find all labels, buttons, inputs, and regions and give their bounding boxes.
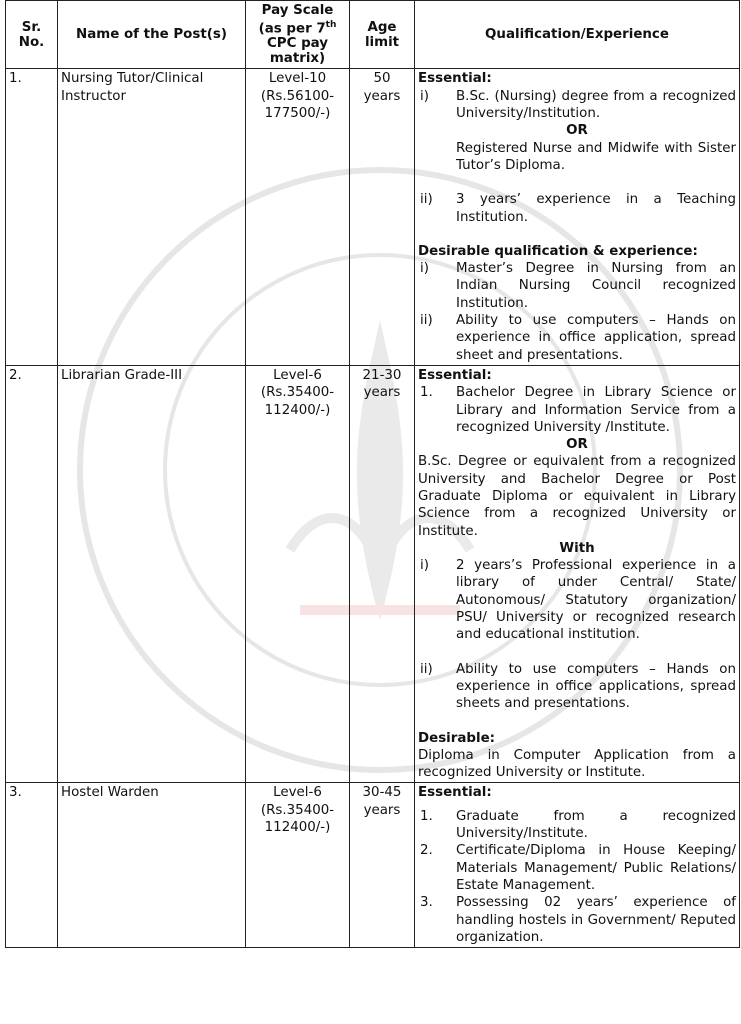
item-number: i) <box>420 558 429 574</box>
or-divider: OR <box>566 437 588 453</box>
item-number: i) <box>420 88 429 104</box>
item-text: 3 years’ experience in a Teaching Institution. <box>456 192 736 225</box>
item-text: Certificate/Diploma in House Keeping/ Materials Management/ Public Relations/ Estate Management. <box>456 843 736 893</box>
item-number: 3. <box>420 895 433 911</box>
essential-label: Essential: <box>418 367 492 383</box>
row-sr: 1. <box>6 69 58 365</box>
row-qualification <box>415 783 740 948</box>
with-divider: With <box>559 540 595 556</box>
essential-label: Essential: <box>418 71 492 87</box>
header-post: Name of the Post(s) <box>58 1 246 69</box>
desirable-text: Diploma in Computer Application from a recognized University or Institute. <box>418 747 736 781</box>
essential-label: Essential: <box>418 785 492 801</box>
item-text: 2 years’s Professional experience in a library of under Central/ State/ Autonomous/ Statutory organization/ PSU/ University or recognized research and educational institution. <box>456 558 736 643</box>
row-post: Hostel Warden <box>58 783 246 948</box>
item-number: 1. <box>420 808 433 824</box>
header-sr: Sr. No. <box>6 1 58 69</box>
table-row <box>6 69 740 365</box>
item-text: Ability to use computers – Hands on experience in office applications, spread sheets and presentations. <box>456 661 736 712</box>
row-post: Librarian Grade-III <box>58 365 246 783</box>
row-sr: 3. <box>6 783 58 948</box>
row-sr: 2. <box>6 365 58 783</box>
row-age: 21-30 years <box>350 365 415 783</box>
item-number: ii) <box>420 661 433 677</box>
recruitment-table <box>5 0 740 948</box>
or-divider: OR <box>566 123 588 139</box>
item-text: Graduate from a recognized University/Institute. <box>456 808 736 842</box>
item-text: Possessing 02 years’ experience of handling hostels in Government/ Reputed organization. <box>456 895 736 945</box>
header-pay-scale: Pay Scale (as per 7th CPC pay matrix) <box>246 1 350 69</box>
row-pay: Level-6 (Rs.35400-112400/-) <box>246 783 350 948</box>
row-age: 30-45 years <box>350 783 415 948</box>
item-text: Ability to use computers – Hands on experience in office application, spread sheet and presentations. <box>456 313 736 363</box>
item-text: Bachelor Degree in Library Science or Library and Information Service from a recognized University /Institute. <box>456 385 736 435</box>
table-row <box>6 783 740 948</box>
item-number: i) <box>420 261 429 277</box>
row-post: Nursing Tutor/Clinical Instructor <box>58 69 246 365</box>
item-number: ii) <box>420 192 433 208</box>
item-number: 2. <box>420 843 433 859</box>
item-text: B.Sc. (Nursing) degree from a recognized University/Institution. <box>456 88 736 122</box>
alternate-qualification: B.Sc. Degree or equivalent from a recognized University and Bachelor Degree or Post Graduate Diploma or equivalent in Library Science from a recognized University or Institute. <box>418 454 736 539</box>
item-text: Registered Nurse and Midwife with Sister Tutor’s Diploma. <box>456 140 736 173</box>
row-qualification <box>415 69 740 365</box>
row-qualification <box>415 365 740 783</box>
desirable-label: Desirable qualification & experience: <box>418 243 698 259</box>
table-row <box>6 365 740 783</box>
row-pay: Level-6 (Rs.35400-112400/-) <box>246 365 350 783</box>
item-number: 1. <box>420 385 433 401</box>
header-age: Age limit <box>350 1 415 69</box>
item-text: Master’s Degree in Nursing from an Indian Nursing Council recognized Institution. <box>456 261 736 311</box>
header-qualification: Qualification/Experience <box>415 1 740 69</box>
desirable-label: Desirable: <box>418 730 496 746</box>
row-age: 50 years <box>350 69 415 365</box>
row-pay: Level-10 (Rs.56100-177500/-) <box>246 69 350 365</box>
item-number: ii) <box>420 313 433 329</box>
